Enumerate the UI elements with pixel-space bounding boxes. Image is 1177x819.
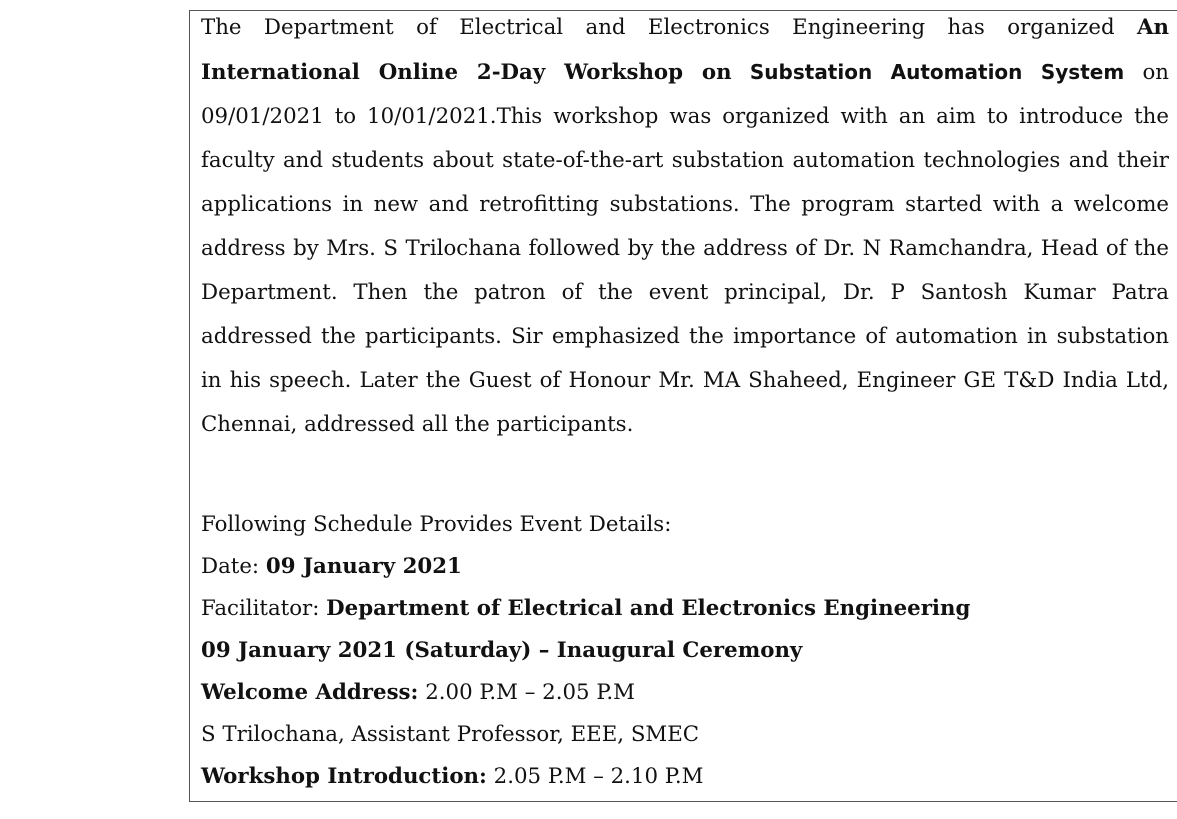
introduction-time: 2.05 P.M – 2.10 P.M [493,764,704,789]
welcome-label: Welcome Address: [201,680,419,705]
date-label: Date: [201,554,260,579]
welcome-speaker: S Trilochana, Assistant Professor, EEE, SMEC [201,722,700,747]
welcome-speaker-line [201,715,1169,757]
welcome-time: 2.00 P.M – 2.05 P.M [425,680,635,705]
facilitator-value: Department of Electrical and Electronics Engineering [326,596,971,621]
schedule-heading-text: Following Schedule Provides Event Details: [201,512,672,537]
session-title: 09 January 2021 (Saturday) – Inaugural Ceremony [201,638,803,663]
introduction-line [201,757,1169,799]
facilitator-line [201,589,1169,631]
welcome-line [201,673,1169,715]
date-value: 09 January 2021 [265,554,462,579]
schedule-section [201,505,1169,799]
session-title-line [201,631,1169,673]
intro-suffix: on 09/01/2021 to 10/01/2021.This workshop was organized with an aim to introduce the faculty and students about state-of-the-art substation automation technologies and their applications in new and retrofitting substations. The program started with a welcome address by Mrs. S Trilochana followed by the address of Dr. N Ramchandra, Head of the Department. Then the patron of the event principal, Dr. P Santosh Kumar Patra addressed the participants. Sir emphasized the importance of automation in substation in his speech. Later the Guest of Honour Mr. MA Shaheed, Engineer GE T&D India Ltd, Chennai, addressed all the participants. [201,60,1169,437]
schedule-heading [201,505,1169,547]
event-name-sans: Substation Automation System [749,60,1125,84]
facilitator-label: Facilitator: [201,596,320,621]
introduction-label: Workshop Introduction: [201,764,487,789]
intro-prefix: The Department of Electrical and Electronics Engineering has organized [201,15,1115,40]
date-line [201,547,1169,589]
report-paragraph [201,6,1169,447]
event-name-serif: An International Online 2-Day Workshop on [201,15,1169,85]
